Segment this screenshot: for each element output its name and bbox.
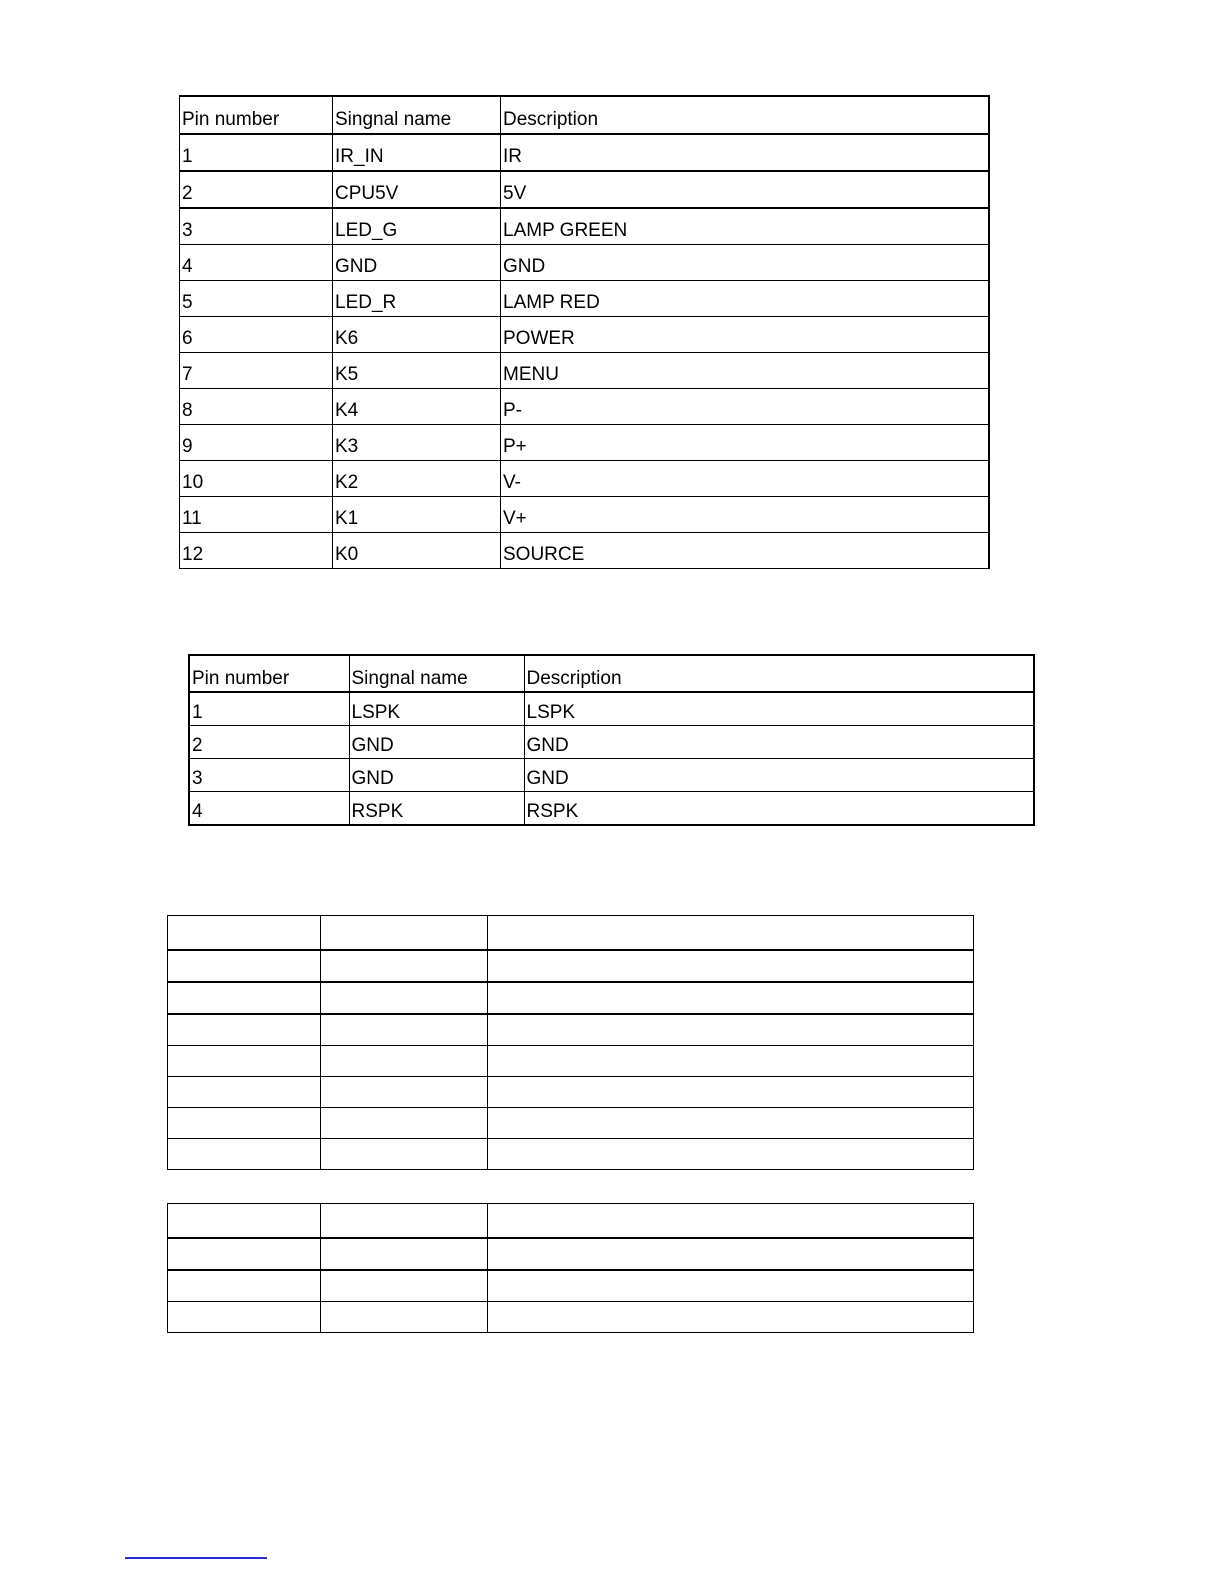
table-cell: GND (524, 726, 1034, 759)
table-cell (488, 950, 974, 982)
table-cell: 1 (180, 134, 333, 171)
table-cell (168, 1014, 321, 1046)
table-cell: 7 (180, 353, 333, 389)
table-header-row (180, 96, 990, 134)
table-row (168, 1238, 974, 1270)
table-cell: GND (524, 759, 1034, 792)
table-cell (488, 1046, 974, 1077)
table-row (180, 425, 990, 461)
table-cell: V+ (501, 497, 990, 533)
empty-table-2 (167, 1203, 974, 1333)
table-cell (488, 1204, 974, 1239)
empty-table-1 (167, 915, 974, 1170)
table-cell: LSPK (524, 692, 1034, 726)
table-cell (488, 1108, 974, 1139)
footer-rule (125, 1557, 267, 1559)
table-cell: CPU5V (333, 171, 501, 208)
table-cell: GND (349, 726, 524, 759)
table-row (180, 497, 990, 533)
table-row (168, 1139, 974, 1170)
table-cell: 10 (180, 461, 333, 497)
table-row (180, 208, 990, 245)
table-cell (168, 1077, 321, 1108)
table-row (180, 134, 990, 171)
table-row (189, 692, 1034, 726)
table-row (168, 1014, 974, 1046)
table-header-row (168, 1204, 974, 1239)
table-cell (488, 916, 974, 951)
table-row (189, 726, 1034, 759)
table-row (168, 950, 974, 982)
table-cell: 2 (189, 726, 349, 759)
table-cell (321, 1238, 488, 1270)
table-row (189, 792, 1034, 826)
table-row (168, 1077, 974, 1108)
table-row (189, 759, 1034, 792)
table-cell (321, 950, 488, 982)
table-row (180, 317, 990, 353)
table-cell (321, 1302, 488, 1333)
table-header-row (168, 916, 974, 951)
table-cell: LAMP RED (501, 281, 990, 317)
table-cell (488, 1077, 974, 1108)
pin-table-1 (179, 95, 990, 569)
table-row (180, 389, 990, 425)
header-cell: Description (524, 655, 1034, 692)
header-cell: Pin number (180, 96, 333, 134)
table-cell (321, 1270, 488, 1302)
table-cell (488, 1139, 974, 1170)
table-cell (168, 1139, 321, 1170)
table-cell: LED_R (333, 281, 501, 317)
header-cell: Singnal name (333, 96, 501, 134)
table-cell (488, 1238, 974, 1270)
pin-table-2 (188, 654, 1035, 826)
table-cell (321, 982, 488, 1014)
table-cell: 1 (189, 692, 349, 726)
table-row (168, 1108, 974, 1139)
table-cell (321, 916, 488, 951)
table-cell: V- (501, 461, 990, 497)
table-cell: 5 (180, 281, 333, 317)
table-cell (168, 1108, 321, 1139)
table-cell: GND (333, 245, 501, 281)
table-cell (321, 1046, 488, 1077)
table-cell: 8 (180, 389, 333, 425)
table-cell: POWER (501, 317, 990, 353)
table-cell (488, 982, 974, 1014)
table-cell: SOURCE (501, 533, 990, 569)
table-cell (168, 950, 321, 982)
table-cell: K1 (333, 497, 501, 533)
table-row (168, 1046, 974, 1077)
table-cell (168, 916, 321, 951)
table-cell: 12 (180, 533, 333, 569)
table-cell: P+ (501, 425, 990, 461)
table-cell: 11 (180, 497, 333, 533)
table-row (180, 533, 990, 569)
table-cell: MENU (501, 353, 990, 389)
table-cell: 2 (180, 171, 333, 208)
table-cell (488, 1302, 974, 1333)
table-cell: K6 (333, 317, 501, 353)
table-cell: 5V (501, 171, 990, 208)
table-row (180, 245, 990, 281)
table-cell: K0 (333, 533, 501, 569)
table-cell (168, 1302, 321, 1333)
table-cell: LED_G (333, 208, 501, 245)
table-cell (168, 1204, 321, 1239)
table-cell (168, 1270, 321, 1302)
table-cell: RSPK (524, 792, 1034, 826)
table-cell (321, 1077, 488, 1108)
table-cell: K3 (333, 425, 501, 461)
table-cell (168, 1046, 321, 1077)
table-cell (488, 1014, 974, 1046)
header-cell: Description (501, 96, 990, 134)
table-row (180, 461, 990, 497)
table-row (168, 1302, 974, 1333)
table-cell: 6 (180, 317, 333, 353)
table-cell (168, 1238, 321, 1270)
table-cell: K2 (333, 461, 501, 497)
header-cell: Singnal name (349, 655, 524, 692)
table-row (168, 982, 974, 1014)
table-cell: LSPK (349, 692, 524, 726)
table-cell (488, 1270, 974, 1302)
table-cell: GND (501, 245, 990, 281)
table-cell: 4 (189, 792, 349, 826)
table-cell: K4 (333, 389, 501, 425)
table-cell: 9 (180, 425, 333, 461)
table-cell: IR (501, 134, 990, 171)
table-cell: P- (501, 389, 990, 425)
table-header-row (189, 655, 1034, 692)
table-cell: 3 (189, 759, 349, 792)
table-cell: 4 (180, 245, 333, 281)
table-cell (321, 1139, 488, 1170)
table-cell: LAMP GREEN (501, 208, 990, 245)
table-cell: IR_IN (333, 134, 501, 171)
table-cell: GND (349, 759, 524, 792)
header-cell: Pin number (189, 655, 349, 692)
table-cell: RSPK (349, 792, 524, 826)
table-cell (321, 1204, 488, 1239)
table-row (180, 353, 990, 389)
table-row (180, 171, 990, 208)
table-cell: 3 (180, 208, 333, 245)
table-cell (321, 1014, 488, 1046)
table-cell (168, 982, 321, 1014)
table-row (180, 281, 990, 317)
table-cell (321, 1108, 488, 1139)
table-cell: K5 (333, 353, 501, 389)
table-row (168, 1270, 974, 1302)
